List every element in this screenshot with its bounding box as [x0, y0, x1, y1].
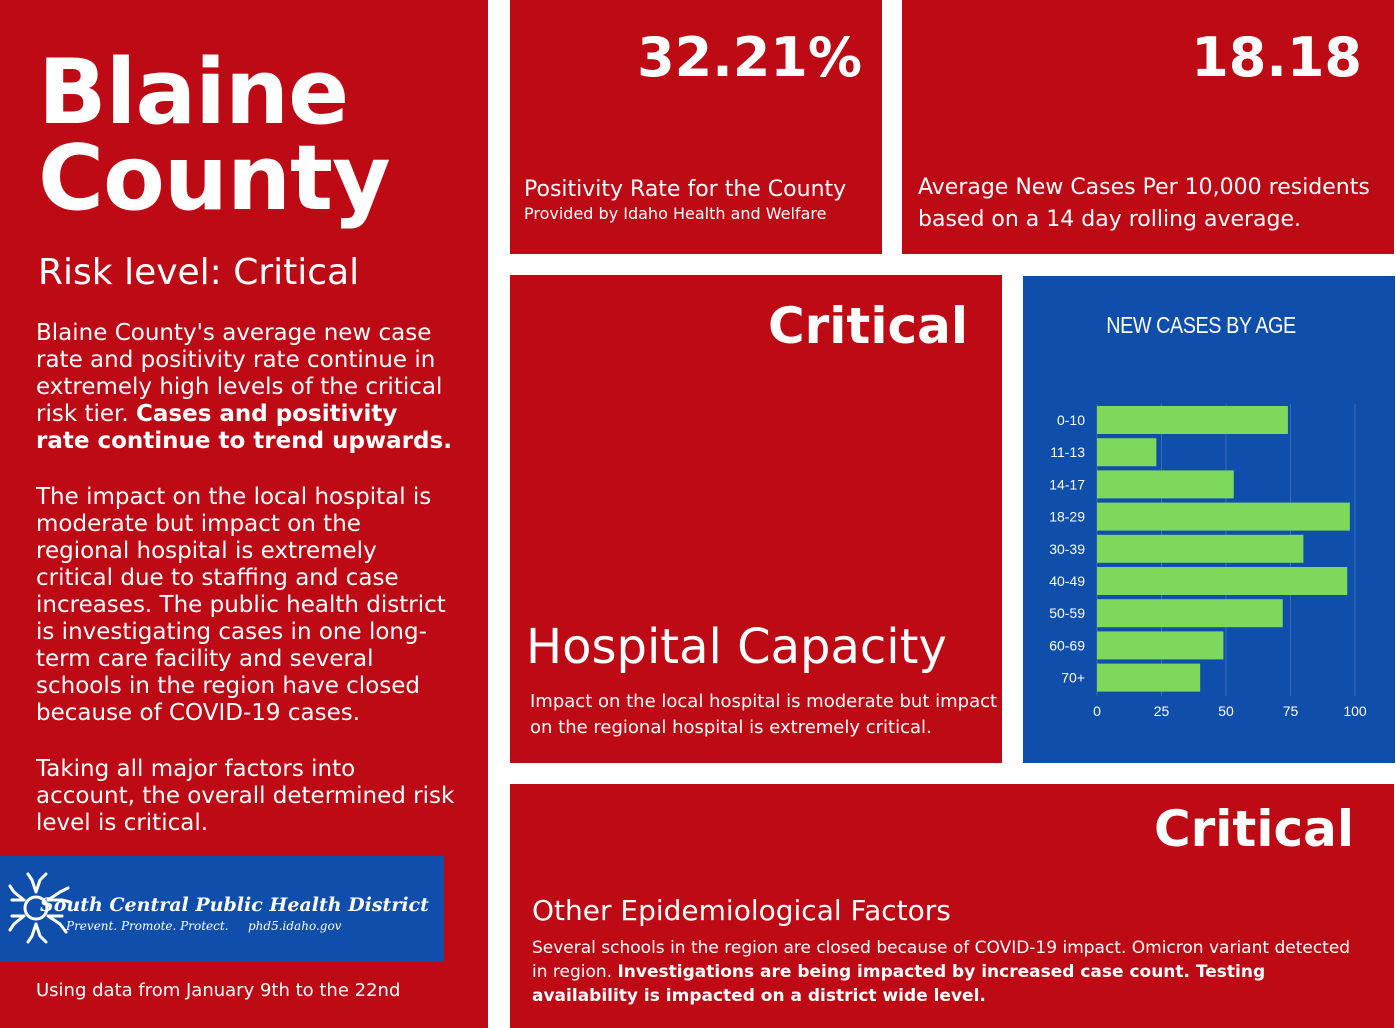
y-tick-label: 60-69: [1049, 637, 1085, 654]
health-district-logo: [0, 856, 444, 962]
hospital-capacity-description: Impact on the local hospital is moderate but impact on the regional hospital is extremely critical.: [530, 691, 998, 738]
county-summary-panel: [0, 0, 488, 1028]
new-cases-by-age-chart: [1023, 276, 1395, 763]
bar-0-10: [1097, 406, 1288, 434]
hospital-risk-level: Critical: [767, 297, 968, 355]
hospital-capacity-title: Hospital Capacity: [526, 619, 947, 675]
other-factors-desc-text: Several schools in the region are closed because of COVID-19 impact. Omicron variant detected in region.: [532, 938, 1351, 982]
x-tick-label: 25: [1153, 703, 1170, 719]
x-tick-label: 0: [1093, 703, 1101, 719]
summary-paragraph-1: [36, 320, 456, 455]
y-tick-label: 11-13: [1050, 444, 1085, 461]
positivity-rate-label: Positivity Rate for the County: [524, 177, 847, 202]
bar-14-17: [1097, 470, 1234, 498]
bar-11-13: [1097, 438, 1156, 466]
y-tick-label: 14-17: [1049, 476, 1085, 493]
y-tick-label: 30-39: [1049, 540, 1085, 557]
new-cases-value: 18.18: [1191, 26, 1362, 89]
summary-p1-emphasis: Cases and positivity rate continue to trend upwards.: [36, 401, 452, 454]
positivity-rate-card: [510, 0, 882, 254]
risk-level: Risk level: Critical: [38, 252, 360, 293]
summary-p1-text: Blaine County's average new case rate and positivity rate continue in extremely high levels of the critical risk tier.: [36, 320, 443, 427]
bar-50-59: [1097, 599, 1283, 627]
x-tick-label: 50: [1218, 703, 1234, 719]
bar-60-69: [1097, 631, 1223, 659]
other-factors-card: [510, 784, 1394, 1028]
bar-30-39: [1097, 535, 1303, 563]
positivity-rate-value: 32.21%: [637, 26, 862, 89]
summary-paragraph-3: Taking all major factors into account, the overall determined risk level is critical.: [36, 756, 455, 836]
new-cases-label: [918, 172, 1370, 236]
bar-40-49: [1097, 567, 1347, 595]
other-factors-risk-level: Critical: [1153, 800, 1354, 858]
age-bar-chart: [1023, 276, 1395, 763]
logo-name: South Central Public Health District: [40, 894, 429, 916]
y-tick-label: 18-29: [1049, 508, 1085, 525]
data-range-note: Using data from January 9th to the 22nd: [36, 980, 401, 1001]
bar-70+: [1097, 664, 1200, 692]
county-title-line2: County: [38, 126, 390, 231]
y-tick-label: 70+: [1061, 669, 1085, 686]
logo-url: phd5.idaho.gov: [248, 919, 342, 933]
new-cases-label-line2: based on a 14 day rolling average.: [918, 207, 1302, 232]
y-tick-label: 0-10: [1056, 412, 1085, 428]
x-tick-label: 100: [1343, 703, 1367, 719]
county-title-line1: Blaine: [38, 40, 349, 145]
new-cases-label-line1: Average New Cases Per 10,000 residents: [918, 175, 1370, 200]
chart-title: NEW CASES BY AGE: [1106, 312, 1296, 338]
county-title: [38, 40, 390, 231]
hospital-capacity-card: [510, 275, 1002, 763]
x-tick-label: 75: [1282, 703, 1299, 719]
bar-18-29: [1097, 503, 1350, 531]
new-cases-card: [902, 0, 1394, 254]
other-factors-title: Other Epidemiological Factors: [532, 894, 951, 927]
y-tick-label: 40-49: [1049, 573, 1085, 589]
y-tick-label: 50-59: [1049, 605, 1085, 622]
other-factors-description: [532, 936, 1362, 1008]
other-factors-desc-emphasis: Investigations are being impacted by increased case count. Testing availability is impacted on a district wide level.: [532, 962, 1266, 1006]
summary-paragraph-2: The impact on the local hospital is moderate but impact on the regional hospital is extremely critical due to staffing and case increases. The public health district is investigating cases in one long-term care facility and several schools in the region have closed because of COVID-19 cases.: [36, 484, 446, 726]
positivity-rate-source: Provided by Idaho Health and Welfare: [524, 204, 827, 223]
logo-tagline: Prevent. Promote. Protect.: [66, 919, 229, 933]
